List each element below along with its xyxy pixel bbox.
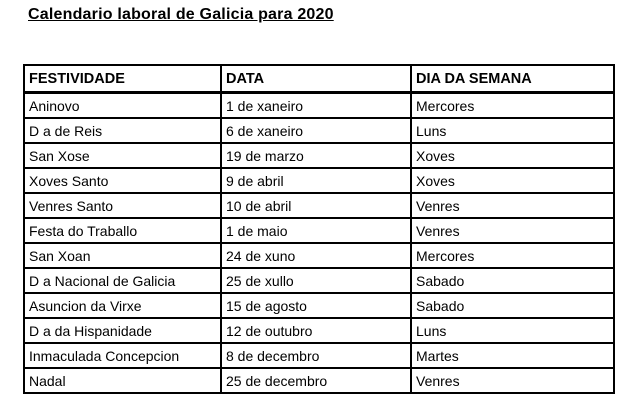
- festividade-cell: Venres Santo: [24, 193, 221, 218]
- festividade-cell: Festa do Traballo: [24, 218, 221, 243]
- data-cell: 25 de decembro: [221, 368, 411, 393]
- data-cell: 1 de xaneiro: [221, 93, 411, 119]
- festividade-cell: Nadal: [24, 368, 221, 393]
- festividade-cell: Asuncion da Virxe: [24, 293, 221, 318]
- column-header-data: DATA: [221, 65, 411, 93]
- festividade-cell: Xoves Santo: [24, 168, 221, 193]
- table-row: [24, 243, 614, 268]
- data-cell: 9 de abril: [221, 168, 411, 193]
- holidays-table: [23, 64, 615, 394]
- data-cell: 8 de decembro: [221, 343, 411, 368]
- table-row: [24, 343, 614, 368]
- data-cell: 24 de xuno: [221, 243, 411, 268]
- table-row: [24, 218, 614, 243]
- table-row: [24, 293, 614, 318]
- dia-cell: Venres: [411, 193, 614, 218]
- festividade-cell: Aninovo: [24, 93, 221, 119]
- festividade-cell: D a de Reis: [24, 118, 221, 143]
- festividade-cell: Inmaculada Concepcion: [24, 343, 221, 368]
- column-header-festividade: FESTIVIDADE: [24, 65, 221, 93]
- festividade-cell: D a da Hispanidade: [24, 318, 221, 343]
- data-cell: 19 de marzo: [221, 143, 411, 168]
- table-body: [24, 93, 614, 394]
- page-title: Calendario laboral de Galicia para 2020: [28, 6, 334, 23]
- dia-cell: Venres: [411, 368, 614, 393]
- festividade-cell: D a Nacional de Galicia: [24, 268, 221, 293]
- column-header-dia-da-semana: DIA DA SEMANA: [411, 65, 614, 93]
- dia-cell: Xoves: [411, 143, 614, 168]
- dia-cell: Mercores: [411, 243, 614, 268]
- dia-cell: Luns: [411, 118, 614, 143]
- table-row: [24, 368, 614, 393]
- table-header: [24, 65, 614, 93]
- table-row: [24, 318, 614, 343]
- festividade-cell: San Xoan: [24, 243, 221, 268]
- data-cell: 6 de xaneiro: [221, 118, 411, 143]
- data-cell: 10 de abril: [221, 193, 411, 218]
- table-row: [24, 143, 614, 168]
- table-row: [24, 93, 614, 119]
- data-cell: 12 de outubro: [221, 318, 411, 343]
- dia-cell: Martes: [411, 343, 614, 368]
- dia-cell: Sabado: [411, 268, 614, 293]
- dia-cell: Sabado: [411, 293, 614, 318]
- table-row: [24, 118, 614, 143]
- table-row: [24, 268, 614, 293]
- dia-cell: Mercores: [411, 93, 614, 119]
- dia-cell: Xoves: [411, 168, 614, 193]
- festividade-cell: San Xose: [24, 143, 221, 168]
- header-row: [24, 65, 614, 93]
- data-cell: 15 de agosto: [221, 293, 411, 318]
- table-row: [24, 168, 614, 193]
- dia-cell: Venres: [411, 218, 614, 243]
- data-cell: 1 de maio: [221, 218, 411, 243]
- table-row: [24, 193, 614, 218]
- dia-cell: Luns: [411, 318, 614, 343]
- data-cell: 25 de xullo: [221, 268, 411, 293]
